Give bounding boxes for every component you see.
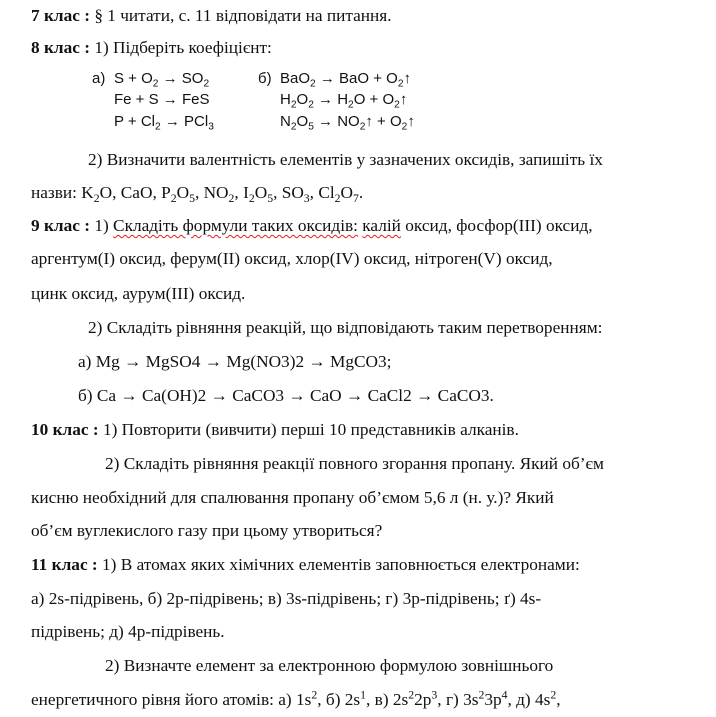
eq-label-a: а) [92,70,106,87]
grade10-task2-line3: об’єм вуглекислого газу при цьому утвориться? [31,521,383,540]
grade9-line2: аргентум(І) оксид, ферум(ІІ) оксид, хлор(IV) оксид, нітроген(V) оксид, [31,249,553,268]
grade9-line1-rest: оксид, фосфор(ІІІ) оксид, [400,216,593,235]
grade11-task2-prefix: енергетичного рівня його атомів: [31,690,279,709]
equation-b2: $H_2O_2 \to H_2O$ + $O_2↑$ [280,91,408,111]
grade8-task2-line1: 2) Визначити валентність елементів у зазначених оксидів, запишіть їх [88,150,603,169]
grade10-line [31,420,519,440]
equation-a2: Fe + S → FeS [114,91,210,108]
equation-a1: $S + O_2 \to SO_2$ [114,70,210,90]
grade10-task1: 1) Повторити (вивчити) перші 10 представників алканів. [98,420,519,439]
grade9-line3: цинк оксид, аурум(ІІІ) оксид. [31,284,246,303]
grade10-label: 10 клас : [31,420,99,439]
grade8-task2-prefix: назви: [31,183,82,202]
grade11-label: 11 клас : [31,555,98,574]
eq-label-b: б) [258,70,272,87]
grade11-task2-line1: 2) Визначте елемент за електронною формулою зовнішнього [105,656,554,675]
grade8-task1: 1) Підберіть коефіцієнт: [90,38,272,57]
equation-b1: BaO$_2$ → BaO + $O_2↑$ [280,70,411,90]
grade7-line [31,6,392,26]
grade9-label: 9 клас : [31,216,90,235]
grade9-chain-b: б) Ca → Ca(OH)2 → CaCO3 → CaO → CaCl2 → CaCO3. [78,386,494,405]
grade8-task2-line2: назви: $K_2O$, CaO, $P_2O_5$, $NO_2$, $I_2O_5$, $SO_3$, $Cl_2O_7$. [31,183,364,206]
grade10-task2-line1: 2) Складіть рівняння реакції повного згорання пропану. Який об’єм [105,454,604,473]
grade7-text: § 1 читати, с. 11 відповідати на питання. [90,6,392,25]
grade11-task1: 1) В атомах яких хімічних елементів заповнюється електронами: [97,555,580,574]
grade8-label: 8 клас : [31,38,90,57]
grade11-line [31,555,580,575]
equation-b3: $N_2O_5$ → $NO_2↑$ + $O_2↑$ [280,113,415,133]
grade11-task1-line2: а) 2s-підрівень, б) 2р-підрівень; в) 3s-підрівень; г) 3р-підрівень; ґ) 4s- [31,589,542,608]
grade11-task2-line2: енергетичного рівня його атомів: а) $1s^2$, б) $2s^1$, в) $2s^22p^3$, г) $3s^23p^4$, д) $4s^2$, [31,688,561,709]
grade11-task1-line3: підрівень; д) 4р-підрівень. [31,622,225,641]
grade10-task2-line2: кисню необхідний для спалювання пропану об’ємом 5,6 л (н. у.)? Який [31,488,554,507]
grade8-line [31,38,272,58]
grade9-chain-a: а) Mg → MgSO4 → Mg(NO3)2 → MgCO3; [78,352,392,371]
grade9-line1: 9 клас : 1) Складіть формули таких оксидів: калій оксид, фосфор(ІІІ) оксид, [31,216,593,235]
grade7-label: 7 клас : [31,6,90,25]
equation-a3: $P + Cl_2 \to PCl_3$ [114,113,214,133]
grade9-task2: 2) Складіть рівняння реакцій, що відповідають таким перетворенням: [88,318,603,337]
